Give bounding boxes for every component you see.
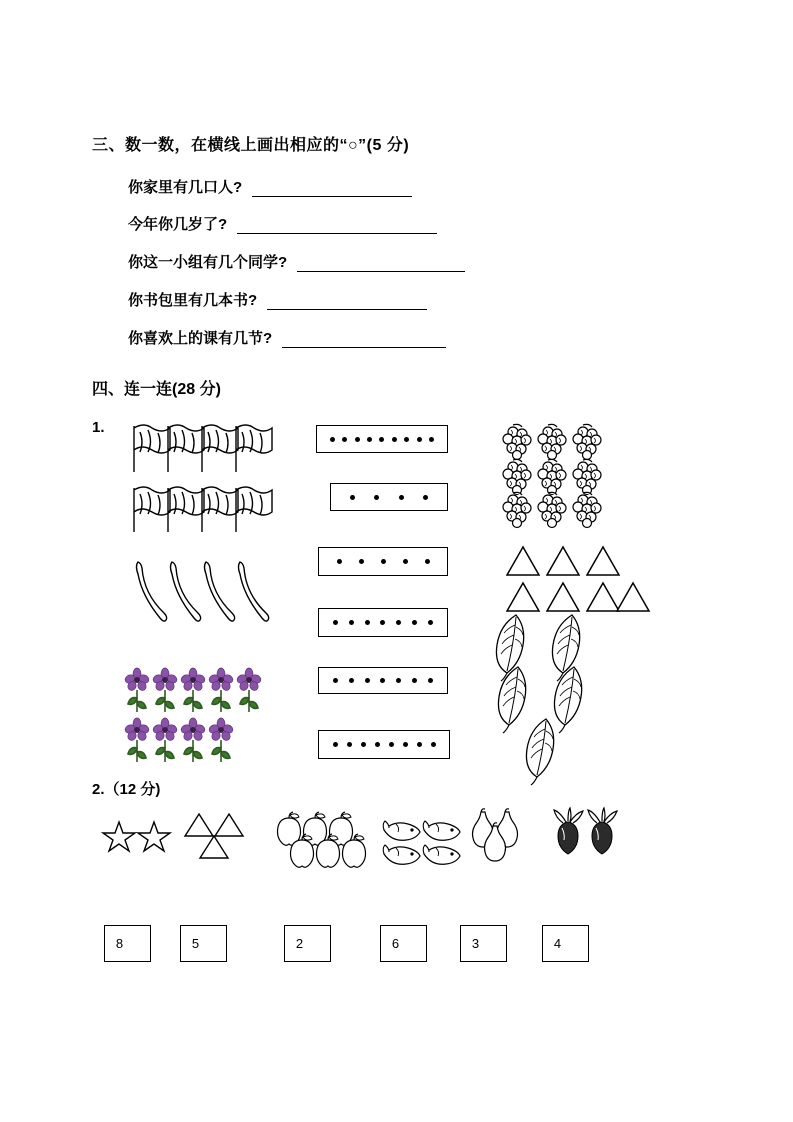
dot: [350, 495, 355, 500]
dot: [347, 742, 352, 747]
dot-bar: [318, 608, 448, 637]
dot-row: [319, 620, 447, 625]
picture-group-small-triangles: [184, 812, 248, 865]
dot: [359, 559, 364, 564]
dot-row: [319, 559, 447, 564]
section-4-heading: 四、连一连(28 分): [92, 381, 221, 398]
dot: [361, 742, 366, 747]
dot: [429, 437, 434, 442]
question-row: [128, 251, 465, 272]
answer-box[interactable]: [460, 925, 507, 962]
dot: [403, 559, 408, 564]
dot: [333, 620, 338, 625]
question-row: [128, 176, 412, 197]
answer-box-value: 8: [115, 936, 124, 951]
picture-group-pears: [467, 808, 533, 867]
question-row: [128, 327, 446, 348]
answer-blank[interactable]: [282, 333, 446, 348]
answer-blank[interactable]: [237, 219, 437, 234]
dot: [396, 620, 401, 625]
question-row: [128, 213, 437, 234]
dot: [396, 678, 401, 683]
question-row: [128, 289, 427, 310]
answer-box-value: 2: [295, 936, 304, 951]
dot: [355, 437, 360, 442]
dot-row: [319, 678, 447, 683]
answer-box[interactable]: [104, 925, 151, 962]
picture-group-leaves: [494, 613, 624, 768]
dot-row: [331, 495, 447, 500]
dot: [342, 437, 347, 442]
picture-group-stars: [104, 820, 170, 859]
dot-row: [319, 742, 449, 747]
dot: [392, 437, 397, 442]
answer-blank[interactable]: [267, 295, 427, 310]
dot: [381, 559, 386, 564]
answer-box-value: 4: [553, 936, 562, 951]
picture-group-flowers: [125, 668, 267, 773]
picture-group-bananas: [128, 560, 268, 637]
dot: [389, 742, 394, 747]
question-text: 你这一小组有几个同学?: [128, 254, 288, 271]
dot: [333, 678, 338, 683]
dot: [425, 559, 430, 564]
picture-group-apples: [275, 812, 371, 873]
dot: [428, 620, 433, 625]
dot-row: [317, 437, 447, 442]
answer-box-value: 3: [471, 936, 480, 951]
answer-box-value: 6: [391, 936, 400, 951]
dot: [404, 437, 409, 442]
dot-bar: [318, 730, 450, 759]
dot-bar: [316, 425, 448, 453]
dot: [337, 559, 342, 564]
dot: [423, 495, 428, 500]
dot: [330, 437, 335, 442]
dot: [431, 742, 436, 747]
dot: [365, 678, 370, 683]
section-3-heading: 三、数一数，在横线上画出相应的“○”(5 分): [92, 137, 410, 154]
dot: [417, 742, 422, 747]
dot-bar: [318, 547, 448, 576]
picture-group-fish: [382, 818, 464, 871]
picture-group-radishes: [552, 808, 622, 867]
dot: [417, 437, 422, 442]
question-text: 你家里有几口人?: [128, 179, 243, 196]
dot: [349, 678, 354, 683]
dot: [412, 678, 417, 683]
dot: [374, 495, 379, 500]
picture-group-flags: [128, 424, 268, 539]
answer-blank[interactable]: [252, 182, 412, 197]
question-text: 今年你几岁了?: [128, 216, 228, 233]
exercise-1-label: 1.: [92, 419, 105, 436]
answer-box[interactable]: [284, 925, 331, 962]
answer-box[interactable]: [180, 925, 227, 962]
dot: [399, 495, 404, 500]
dot-bar: [318, 667, 448, 694]
dot: [380, 678, 385, 683]
dot: [380, 620, 385, 625]
dot: [367, 437, 372, 442]
answer-blank[interactable]: [297, 257, 465, 272]
question-text: 你喜欢上的课有几节?: [128, 330, 273, 347]
dot-bar: [330, 483, 448, 511]
answer-box[interactable]: [542, 925, 589, 962]
answer-box[interactable]: [380, 925, 427, 962]
dot: [333, 742, 338, 747]
picture-group-triangles: [505, 545, 635, 620]
dot: [349, 620, 354, 625]
exercise-2-label: 2.（12 分): [92, 781, 161, 798]
dot: [412, 620, 417, 625]
dot: [403, 742, 408, 747]
dot: [428, 678, 433, 683]
dot: [379, 437, 384, 442]
question-text: 你书包里有几本书?: [128, 292, 258, 309]
answer-box-value: 5: [191, 936, 200, 951]
dot: [375, 742, 380, 747]
dot: [365, 620, 370, 625]
picture-group-grapes: [500, 423, 606, 532]
